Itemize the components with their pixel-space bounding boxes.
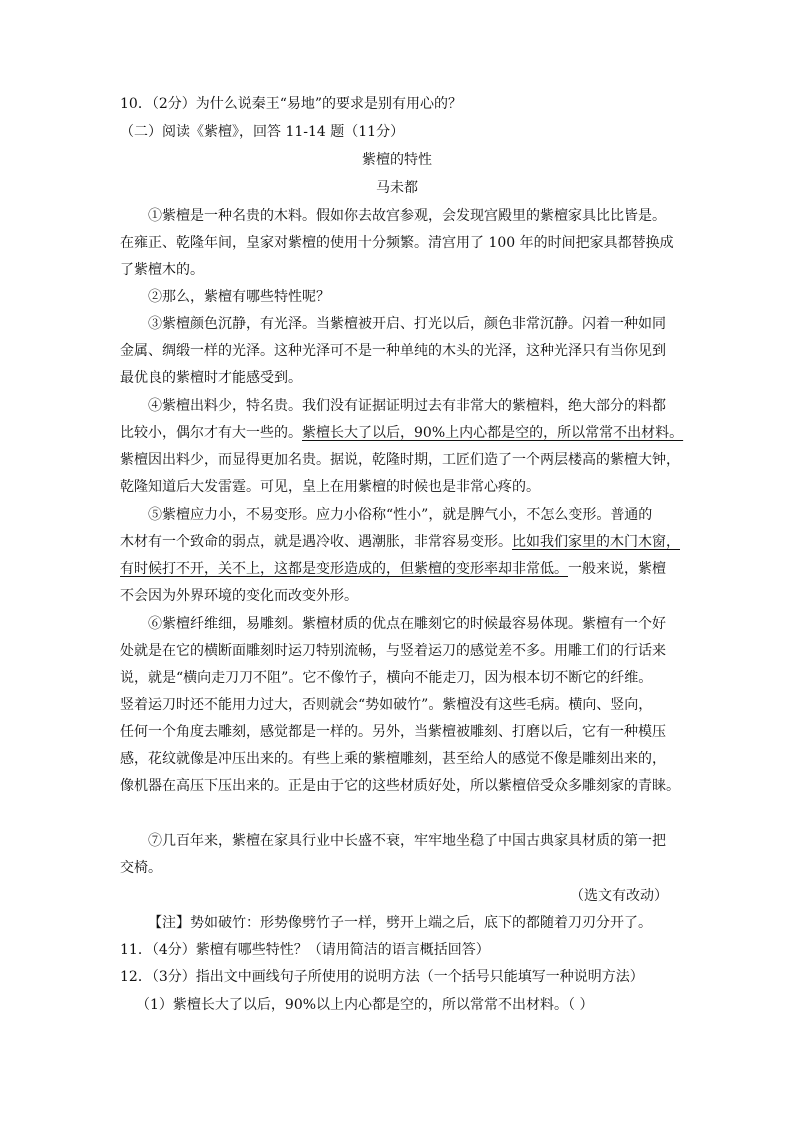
- paragraph-6-line-6: 感，花纹就像是冲压出来的。有些上乘的紫檀雕刻，甚至给人的感觉不像是雕刻出来的，: [120, 751, 666, 767]
- annotation-note: 【注】势如破竹：形势像劈竹子一样，劈开上端之后，底下的都随着刀刃分开了。: [148, 915, 652, 931]
- paragraph-5-text: 木材有一个致命的弱点，就是遇冷收、遇潮胀，非常容易变形。: [120, 534, 512, 550]
- paragraph-5-line-2: [120, 532, 680, 552]
- article-title: 紫檀的特性: [362, 152, 432, 168]
- source-note: （选文有改动）: [570, 888, 668, 904]
- article-author: 马未都: [376, 180, 418, 196]
- underlined-sentence-1: 紫檀长大了以后，90%上内心都是空的，所以常常不出材料。: [302, 425, 684, 441]
- paragraph-6-line-3: 说，就是“横向走刀刀不阻”。它不像竹子，横向不能走刀，因为根本切不断它的纤维。: [120, 670, 653, 686]
- question-12: 12．（3分）指出文中画线句子所使用的说明方法（一个括号只能填写一种说明方法）: [120, 969, 644, 985]
- paragraph-4-line-4: 乾隆知道后大发雷霆。可见，皇上在用紫檀的时候也是非常心疼的。: [120, 479, 540, 495]
- underlined-sentence-2-end: 有时候打不开，关不上，这都是变形造成的，但紫檀的变形率却非常低。: [120, 561, 568, 577]
- paragraph-5-text-cont: 一般来说，紫檀: [568, 561, 666, 577]
- question-11: 11．（4分）紫檀有哪些特性？（请用简洁的语言概括回答）: [120, 942, 490, 958]
- paragraph-3-line-2: 金属、绸缎一样的光泽。这种光泽可不是一种单纯的木头的光泽，这种光泽只有当你见到: [120, 343, 666, 359]
- paragraph-1-line-2: 在雍正、乾隆年间，皇家对紫檀的使用十分频繁。清宫用了 100 年的时间把家具都替换成: [120, 235, 674, 251]
- paragraph-5-line-4: 不会因为外界环境的变化而改变外形。: [120, 588, 358, 604]
- paragraph-4-text: 比较小，偶尔才有大一些的。: [120, 425, 302, 441]
- underlined-sentence-2-start: 比如我们家里的木门木窗，: [512, 534, 680, 550]
- paragraph-4-line-3: 紫檀因出料少，而显得更加名贵。据说，乾隆时期，工匠们造了一个两层楼高的紫檀大钟，: [120, 452, 680, 468]
- paragraph-6-line-4: 竖着运刀时还不能用力过大，否则就会“势如破竹”。紫檀没有这些毛病。横向、竖向，: [120, 697, 653, 713]
- paragraph-5-line-3: [120, 559, 666, 579]
- paragraph-3-line-3: 最优良的紫檀时才能感受到。: [120, 370, 302, 386]
- paragraph-3-line-1: ③紫檀颜色沉静，有光泽。当紫檀被开启、打光以后，颜色非常沉静。闪着一种如同: [148, 316, 666, 332]
- section-header: （二）阅读《紫檀》，回答 11-14 题（11分）: [120, 124, 405, 140]
- question-10: 10．（2分）为什么说秦王“易地”的要求是别有用心的？: [120, 96, 463, 112]
- paragraph-6-line-5: 任何一个角度去雕刻，感觉都是一样的。另外，当紫檀被雕刻、打磨以后，它有一种模压: [120, 724, 666, 740]
- paragraph-7-line-1: ⑦几百年来，紫檀在家具行业中长盛不衰，牢牢地坐稳了中国古典家具材质的第一把: [148, 833, 666, 849]
- paragraph-1-line-1: ①紫檀是一种名贵的木料。假如你去故宫参观，会发现宫殿里的紫檀家具比比皆是。: [148, 208, 666, 224]
- paragraph-5-line-1: ⑤紫檀应力小，不易变形。应力小俗称“性小”，就是脾气小，不怎么变形。普通的: [148, 507, 653, 523]
- paragraph-4-line-1: ④紫檀出料少，特名贵。我们没有证据证明过去有非常大的紫檀料，绝大部分的料都: [148, 398, 666, 414]
- paragraph-6-line-7: 像机器在高压下压出来的。正是由于它的这些材质好处，所以紫檀倍受众多雕刻家的青睐。: [120, 778, 680, 794]
- question-12-item-1: （1）紫檀长大了以后，90%以上内心都是空的，所以常常不出材料。（ ）: [136, 997, 594, 1013]
- paragraph-4-line-2: [120, 423, 683, 443]
- paragraph-1-line-3: 了紫檀木的。: [120, 262, 204, 278]
- paragraph-2: ②那么，紫檀有哪些特性呢？: [148, 289, 330, 305]
- paragraph-6-line-2: 处就是在它的横断面雕刻时运刀特别流畅，与竖着运刀的感觉差不多。用雕工们的行话来: [120, 643, 666, 659]
- paragraph-7-line-2: 交椅。: [120, 860, 162, 876]
- paragraph-6-line-1: ⑥紫檀纤维细，易雕刻。紫檀材质的优点在雕刻它的时候最容易体现。紫檀有一个好: [148, 616, 666, 632]
